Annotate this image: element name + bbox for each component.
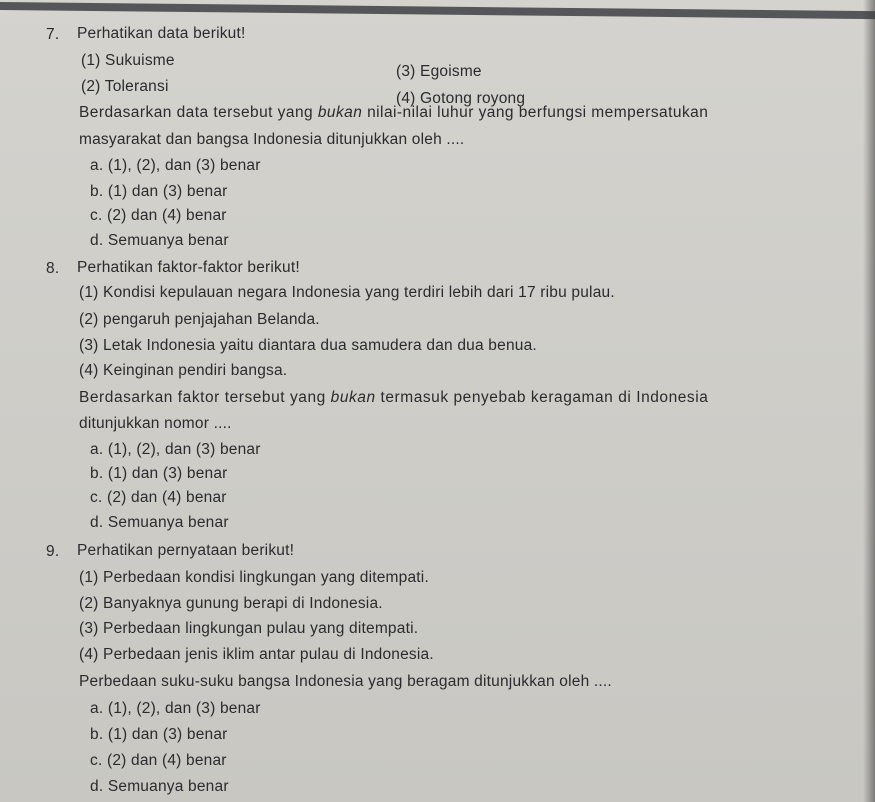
q7-question-part1: Berdasarkan data tersebut yang (79, 104, 318, 121)
q8-option-b: b. (1) dan (3) benar (90, 465, 228, 482)
q9-option-d: d. Semuanya benar (90, 778, 229, 795)
q7-question-line2: masyarakat dan bangsa Indonesia ditunjukkan oleh .... (79, 131, 465, 148)
q7-question-emphasis: bukan (317, 104, 363, 121)
q8-option-c: c. (2) dan (4) benar (90, 489, 227, 506)
q8-item-1: (1) Kondisi kepulauan negara Indonesia yang terdiri lebih dari 17 ribu pulau. (79, 284, 615, 301)
q7-intro: Perhatikan data berikut! (77, 25, 246, 42)
q8-intro: Perhatikan faktor-faktor berikut! (77, 259, 300, 276)
q8-question-line2: ditunjukkan nomor .... (79, 415, 232, 432)
q9-item-3: (3) Perbedaan lingkungan pulau yang ditempati. (79, 620, 419, 637)
q7-question-line1 (79, 104, 708, 122)
q7-option-b: b. (1) dan (3) benar (90, 183, 228, 200)
q7-item-3: (3) Egoisme (396, 63, 482, 80)
q9-item-1: (1) Perbedaan kondisi lingkungan yang ditempati. (79, 569, 429, 586)
q8-option-d: d. Semuanya benar (90, 514, 229, 531)
q9-question: Perbedaan suku-suku bangsa Indonesia yang beragam ditunjukkan oleh .... (79, 673, 612, 690)
q8-item-4: (4) Keinginan pendiri bangsa. (79, 362, 288, 379)
q8-option-a: a. (1), (2), dan (3) benar (90, 441, 261, 458)
q7-option-a: a. (1), (2), dan (3) benar (90, 157, 261, 174)
q7-item-2: (2) Toleransi (81, 78, 169, 95)
q9-option-a: a. (1), (2), dan (3) benar (90, 700, 261, 717)
q8-question-emphasis: bukan (330, 389, 376, 406)
q8-question-part1: Berdasarkan faktor tersebut yang (79, 389, 331, 406)
q7-question-part2: nilai-nilai luhur yang berfungsi mempersatukan (362, 104, 709, 121)
q7-item-1: (1) Sukuisme (81, 52, 175, 69)
q7-number: 7. (46, 26, 60, 43)
q7-option-d: d. Semuanya benar (90, 232, 229, 249)
q8-question-line1 (79, 389, 708, 407)
q8-number: 8. (46, 260, 60, 277)
q9-item-4: (4) Perbedaan jenis iklim antar pulau di Indonesia. (79, 646, 434, 663)
q7-item-4: (4) Gotong royong (396, 90, 526, 107)
q7-option-c: c. (2) dan (4) benar (90, 207, 227, 224)
q8-item-3: (3) Letak Indonesia yaitu diantara dua samudera dan dua benua. (79, 337, 537, 354)
q9-option-c: c. (2) dan (4) benar (90, 752, 227, 769)
q9-intro: Perhatikan pernyataan berikut! (77, 542, 295, 559)
q9-number: 9. (46, 543, 60, 560)
q9-item-2: (2) Banyaknya gunung berapi di Indonesia. (79, 595, 383, 612)
q8-question-part2: termasuk penyebab keragaman di Indonesia (375, 389, 709, 406)
q8-item-2: (2) pengaruh penjajahan Belanda. (79, 311, 320, 328)
q9-option-b: b. (1) dan (3) benar (90, 726, 228, 743)
